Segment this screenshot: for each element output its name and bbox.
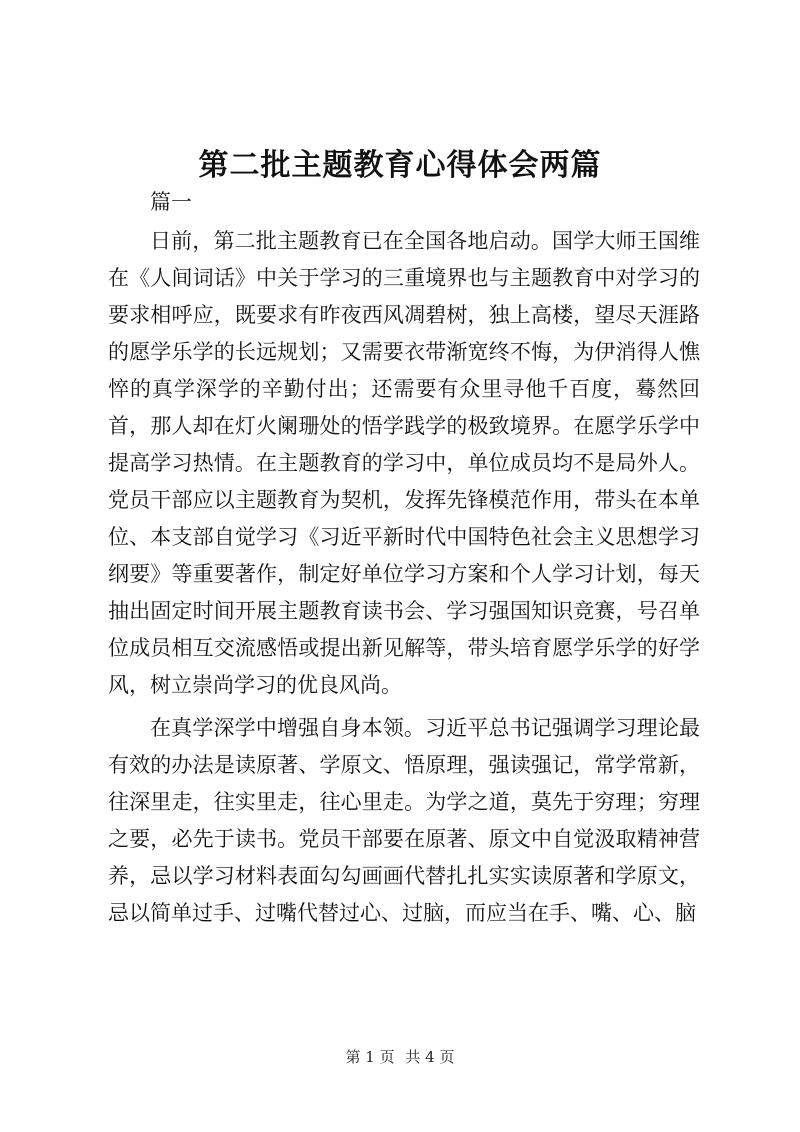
page-number: 第 1 页: [345, 1048, 395, 1066]
document-title: 第二批主题教育心得体会两篇: [198, 148, 602, 183]
document-body: [108, 184, 700, 932]
page-total: 共 4 页: [405, 1048, 455, 1066]
page-footer: [0, 1046, 800, 1067]
section-label: 篇一: [150, 190, 192, 214]
paragraph-2: 在真学深学中增强自身本领。习近平总书记强调学习理论最有效的办法是读原著、学原文、悟原理，强读强记，常学常新，往深里走，往实里走，往心里走。为学之道，莫先于穷理；穷理之要，必先于读书。党员干部要在原著、原文中自觉汲取精神营养，忌以学习材料表面勾勾画画代替扎扎实实读原著和学原文，忌以简单过手、过嘴代替过心、过脑，而应当在手、嘴、心、脑: [108, 716, 700, 925]
paragraph-1: 日前，第二批主题教育已在全国各地启动。国学大师王国维在《人间词话》中关于学习的三重境界也与主题教育中对学习的要求相呼应，既要求有昨夜西风凋碧树，独上高楼，望尽天涯路的愿学乐学的长远规划；又需要衣带渐宽终不悔，为伊消得人憔悴的真学深学的辛勤付出；还需要有众里寻他千百度，蓦然回首，那人却在灯火阑珊处的悟学践学的极致境界。在愿学乐学中提高学习热情。在主题教育的学习中，单位成员均不是局外人。党员干部应以主题教育为契机，发挥先锋模范作用，带头在本单位、本支部自觉学习《习近平新时代中国特色社会主义思想学习纲要》等重要著作，制定好单位学习方案和个人学习计划，每天抽出固定时间开展主题教育读书会、学习强国知识竞赛，号召单位成员相互交流感悟或提出新见解等，带头培育愿学乐学的好学风，树立崇尚学习的优良风尚。: [108, 229, 700, 697]
